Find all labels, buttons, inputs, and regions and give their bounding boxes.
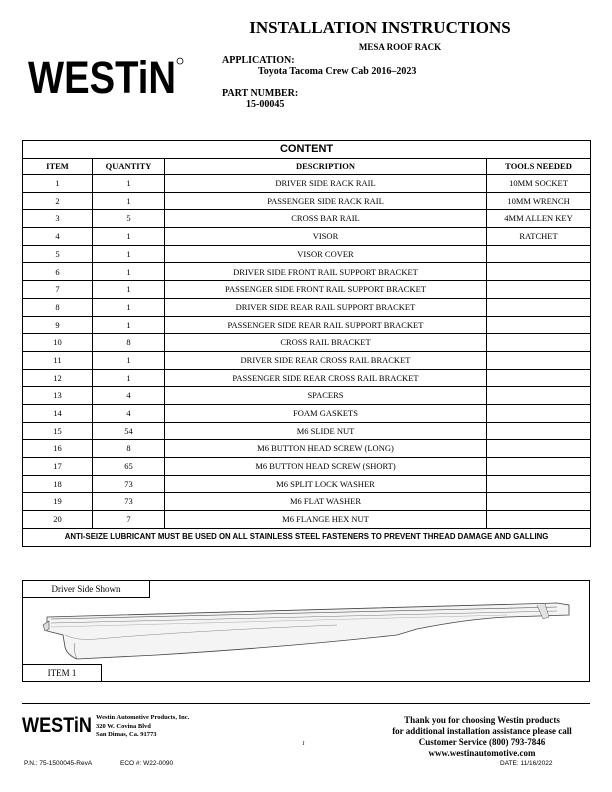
tool-needed-cell xyxy=(487,422,591,440)
table-row xyxy=(23,298,591,316)
part-number-label: PART NUMBER: xyxy=(222,88,299,99)
item-number-cell: 3 xyxy=(23,210,93,228)
item-number-cell: 10 xyxy=(23,334,93,352)
quantity-cell: 73 xyxy=(93,475,165,493)
description-cell: PASSENGER SIDE REAR CROSS RAIL BRACKET xyxy=(165,369,487,387)
description-cell: DRIVER SIDE REAR CROSS RAIL BRACKET xyxy=(165,351,487,369)
table-row xyxy=(23,511,591,529)
address-line-1: 320 W. Covina Blvd xyxy=(96,722,151,730)
quantity-cell: 1 xyxy=(93,298,165,316)
part-number-value: 15-00045 xyxy=(246,99,285,110)
table-row xyxy=(23,369,591,387)
quantity-cell: 8 xyxy=(93,334,165,352)
lubricant-warning: ANTI-SEIZE LUBRICANT MUST BE USED ON ALL STAINLESS STEEL FASTENERS TO PREVENT THREAD DAMAGE AND GALLING xyxy=(23,528,591,546)
description-cell: M6 FLAT WASHER xyxy=(165,493,487,511)
company-name: Westin Automotive Products, Inc. xyxy=(96,714,190,721)
quantity-cell: 8 xyxy=(93,440,165,458)
column-header-tools: TOOLS NEEDED xyxy=(487,159,591,175)
description-cell: PASSENGER SIDE RACK RAIL xyxy=(165,192,487,210)
application-value: Toyota Tacoma Crew Cab 2016–2023 xyxy=(258,66,417,77)
description-cell: M6 BUTTON HEAD SCREW (LONG) xyxy=(165,440,487,458)
customer-service-phone: Customer Service (800) 793-7846 xyxy=(418,737,546,747)
product-name: MESA ROOF RACK xyxy=(358,42,442,52)
item-number-cell: 14 xyxy=(23,404,93,422)
quantity-cell: 1 xyxy=(93,228,165,246)
quantity-cell: 1 xyxy=(93,245,165,263)
thanks-line-2: for additional installation assistance please call xyxy=(392,726,572,736)
thanks-line-1: Thank you for choosing Westin products xyxy=(404,715,560,725)
table-row xyxy=(23,440,591,458)
table-row xyxy=(23,334,591,352)
content-table xyxy=(22,140,591,547)
table-row xyxy=(23,475,591,493)
description-cell: DRIVER SIDE REAR RAIL SUPPORT BRACKET xyxy=(165,298,487,316)
eco-number: ECO #: W22-0090 xyxy=(120,760,174,767)
quantity-cell: 73 xyxy=(93,493,165,511)
document-title: INSTALLATION INSTRUCTIONS xyxy=(249,18,511,37)
figure-caption-top: Driver Side Shown xyxy=(22,580,150,598)
item-number-cell: 6 xyxy=(23,263,93,281)
tool-needed-cell xyxy=(487,458,591,476)
tool-needed-cell: 4MM ALLEN KEY xyxy=(487,210,591,228)
quantity-cell: 1 xyxy=(93,351,165,369)
item-number-cell: 11 xyxy=(23,351,93,369)
page-number: 1 xyxy=(302,741,305,747)
tool-needed-cell xyxy=(487,263,591,281)
description-cell: FOAM GASKETS xyxy=(165,404,487,422)
quantity-cell: 1 xyxy=(93,369,165,387)
tool-needed-cell xyxy=(487,316,591,334)
table-row xyxy=(23,192,591,210)
application-label: APPLICATION: xyxy=(222,55,295,66)
column-header-quantity: QUANTITY xyxy=(93,159,165,175)
description-cell: PASSENGER SIDE REAR RAIL SUPPORT BRACKET xyxy=(165,316,487,334)
table-row xyxy=(23,263,591,281)
westin-logo-text: WESTiN xyxy=(28,52,176,103)
tool-needed-cell xyxy=(487,369,591,387)
tool-needed-cell xyxy=(487,440,591,458)
quantity-cell: 1 xyxy=(93,263,165,281)
westin-footer-logo-text: WESTiN xyxy=(22,714,92,737)
item-number-cell: 12 xyxy=(23,369,93,387)
figure-caption-item: ITEM 1 xyxy=(22,664,102,682)
table-row xyxy=(23,493,591,511)
tool-needed-cell xyxy=(487,334,591,352)
table-row xyxy=(23,228,591,246)
item-number-cell: 17 xyxy=(23,458,93,476)
table-row xyxy=(23,210,591,228)
description-cell: M6 FLANGE HEX NUT xyxy=(165,511,487,529)
description-cell: DRIVER SIDE FRONT RAIL SUPPORT BRACKET xyxy=(165,263,487,281)
item-number-cell: 9 xyxy=(23,316,93,334)
table-row xyxy=(23,281,591,299)
tool-needed-cell xyxy=(487,245,591,263)
column-header-item: ITEM xyxy=(23,159,93,175)
description-cell: VISOR COVER xyxy=(165,245,487,263)
description-cell: CROSS RAIL BRACKET xyxy=(165,334,487,352)
footer-divider xyxy=(22,703,590,704)
item-number-cell: 2 xyxy=(23,192,93,210)
item-number-cell: 18 xyxy=(23,475,93,493)
description-cell: SPACERS xyxy=(165,387,487,405)
tool-needed-cell: 10MM WRENCH xyxy=(487,192,591,210)
item-number-cell: 15 xyxy=(23,422,93,440)
westin-logo xyxy=(28,50,184,102)
table-row xyxy=(23,458,591,476)
document-date: DATE: 11/16/2022 xyxy=(500,760,553,767)
table-row xyxy=(23,404,591,422)
item-number-cell: 5 xyxy=(23,245,93,263)
item-number-cell: 8 xyxy=(23,298,93,316)
table-row xyxy=(23,422,591,440)
rack-rail-drawing xyxy=(37,595,577,665)
item-number-cell: 13 xyxy=(23,387,93,405)
website-link[interactable]: www.westinautomotive.com xyxy=(428,748,536,758)
customer-service-block xyxy=(372,715,592,759)
tool-needed-cell xyxy=(487,404,591,422)
description-cell: M6 SPLIT LOCK WASHER xyxy=(165,475,487,493)
quantity-cell: 7 xyxy=(93,511,165,529)
tool-needed-cell: 10MM SOCKET xyxy=(487,175,591,193)
table-row xyxy=(23,175,591,193)
description-cell: PASSENGER SIDE FRONT RAIL SUPPORT BRACKET xyxy=(165,281,487,299)
item-number-cell: 16 xyxy=(23,440,93,458)
tool-needed-cell xyxy=(487,298,591,316)
content-table-header xyxy=(23,159,591,175)
description-cell: M6 SLIDE NUT xyxy=(165,422,487,440)
description-cell: M6 BUTTON HEAD SCREW (SHORT) xyxy=(165,458,487,476)
tool-needed-cell xyxy=(487,281,591,299)
quantity-cell: 1 xyxy=(93,192,165,210)
tool-needed-cell xyxy=(487,511,591,529)
item-number-cell: 20 xyxy=(23,511,93,529)
quantity-cell: 4 xyxy=(93,404,165,422)
tool-needed-cell: RATCHET xyxy=(487,228,591,246)
tool-needed-cell xyxy=(487,475,591,493)
item-number-cell: 7 xyxy=(23,281,93,299)
quantity-cell: 1 xyxy=(93,281,165,299)
tool-needed-cell xyxy=(487,493,591,511)
quantity-cell: 1 xyxy=(93,175,165,193)
table-row xyxy=(23,245,591,263)
registered-mark-icon xyxy=(177,58,183,64)
westin-footer-logo xyxy=(22,711,94,735)
rail-figure xyxy=(22,580,590,682)
quantity-cell: 5 xyxy=(93,210,165,228)
table-row xyxy=(23,387,591,405)
quantity-cell: 54 xyxy=(93,422,165,440)
tool-needed-cell xyxy=(487,351,591,369)
description-cell: CROSS BAR RAIL xyxy=(165,210,487,228)
company-address xyxy=(96,714,189,740)
column-header-description: DESCRIPTION xyxy=(165,159,487,175)
description-cell: DRIVER SIDE RACK RAIL xyxy=(165,175,487,193)
table-row xyxy=(23,351,591,369)
quantity-cell: 1 xyxy=(93,316,165,334)
address-line-2: San Dimas, Ca. 91773 xyxy=(96,731,157,738)
table-row xyxy=(23,316,591,334)
tool-needed-cell xyxy=(487,387,591,405)
item-number-cell: 4 xyxy=(23,228,93,246)
content-table-title: CONTENT xyxy=(23,141,591,159)
description-cell: VISOR xyxy=(165,228,487,246)
item-number-cell: 1 xyxy=(23,175,93,193)
item-number-cell: 19 xyxy=(23,493,93,511)
quantity-cell: 65 xyxy=(93,458,165,476)
quantity-cell: 4 xyxy=(93,387,165,405)
document-part-number: P.N.: 75-1500045-RevA xyxy=(24,760,93,767)
